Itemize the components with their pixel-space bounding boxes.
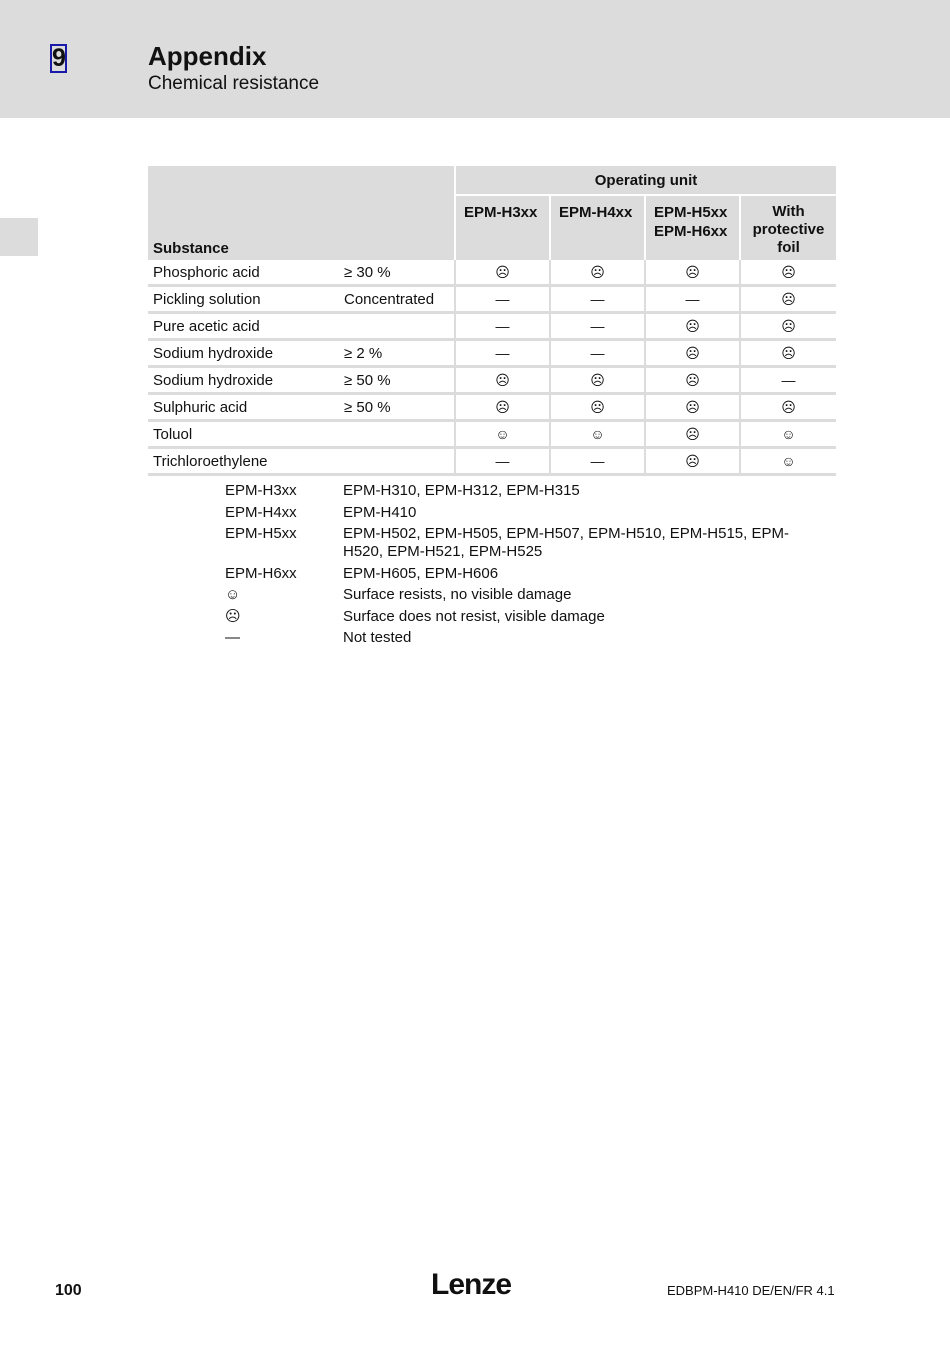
concentration-cell: ≥ 2 % [344, 341, 456, 368]
resistance-cell: ☹ [456, 395, 551, 422]
legend-key: EPM-H3xx [225, 482, 297, 499]
legend-value: EPM-H605, EPM-H606 [343, 564, 499, 582]
legend-key: EPM-H6xx [225, 564, 297, 582]
resistance-cell: — [551, 287, 646, 314]
legend-item [225, 504, 823, 522]
legend-key: — [225, 629, 240, 646]
resistance-cell: ☹ [646, 341, 741, 368]
legend-value: EPM-H410 [343, 503, 417, 521]
table-row [148, 341, 836, 368]
chapter-side-tab [0, 218, 38, 256]
table-row [148, 395, 836, 422]
legend-key: EPM-H4xx [225, 503, 297, 521]
substance-cell: Pickling solution [148, 287, 344, 314]
column-header: EPM-H3xx [456, 196, 551, 260]
legend-key: EPM-H5xx [225, 525, 297, 542]
concentration-cell: ≥ 50 % [344, 368, 456, 395]
resistance-cell: ☹ [741, 260, 836, 287]
legend-item [225, 586, 823, 604]
concentration-cell [344, 422, 456, 449]
substance-cell: Sodium hydroxide [148, 341, 344, 368]
resistance-cell: — [741, 368, 836, 395]
concentration-cell [344, 449, 456, 476]
substance-cell: Phosphoric acid [148, 260, 344, 287]
substance-cell: Toluol [148, 422, 344, 449]
resistance-cell: ☹ [646, 449, 741, 476]
resistance-cell: ☹ [551, 368, 646, 395]
chapter-number: 9 [52, 44, 66, 72]
header-band [0, 0, 950, 118]
page-title: Appendix [148, 41, 267, 71]
legend-value: EPM-H310, EPM-H312, EPM-H315 [343, 482, 580, 499]
concentration-cell [344, 314, 456, 341]
legend-value: EPM-H502, EPM-H505, EPM-H507, EPM-H510, EPM-H515, EPM-H520, EPM-H521, EPM-H525 [343, 525, 789, 560]
resistance-cell: — [456, 449, 551, 476]
concentration-cell: ≥ 30 % [344, 260, 456, 287]
substance-cell: Sulphuric acid [148, 395, 344, 422]
legend-item [225, 525, 823, 561]
page-subtitle: Chemical resistance [148, 73, 320, 94]
resistance-cell: ☹ [551, 395, 646, 422]
legend-item [225, 629, 823, 647]
table-row [148, 260, 836, 287]
legend-key: ☺ [225, 586, 241, 603]
resistance-cell: ☹ [551, 260, 646, 287]
resistance-cell: ☹ [646, 260, 741, 287]
legend-value: Surface does not resist, visible damage [343, 607, 605, 625]
resistance-cell: ☺ [741, 422, 836, 449]
legend-key: ☹ [225, 607, 241, 625]
legend-item [225, 482, 823, 500]
resistance-cell: — [551, 314, 646, 341]
legend-value: Surface resists, no visible damage [343, 586, 572, 603]
column-header: With protective foil [741, 196, 836, 260]
resistance-cell: ☹ [646, 314, 741, 341]
lenze-logo: Lenze [431, 1268, 512, 1301]
resistance-cell: ☹ [646, 368, 741, 395]
legend [225, 482, 823, 651]
resistance-cell: ☺ [741, 449, 836, 476]
table-row [148, 314, 836, 341]
resistance-cell: ☹ [646, 422, 741, 449]
concentration-cell: ≥ 50 % [344, 395, 456, 422]
table-row [148, 368, 836, 395]
resistance-cell: ☹ [646, 395, 741, 422]
legend-value: Not tested [343, 629, 412, 646]
substance-cell: Trichloroethylene [148, 449, 344, 476]
chemical-resistance-table [148, 166, 836, 476]
resistance-cell: — [456, 341, 551, 368]
page-number: 100 [55, 1282, 82, 1299]
resistance-cell: ☺ [551, 422, 646, 449]
operating-unit-header: Operating unit [456, 166, 836, 196]
table-row [148, 449, 836, 476]
resistance-cell: — [551, 341, 646, 368]
substance-cell: Sodium hydroxide [148, 368, 344, 395]
resistance-cell: ☺ [456, 422, 551, 449]
table-row [148, 287, 836, 314]
resistance-cell: — [456, 287, 551, 314]
resistance-cell: — [551, 449, 646, 476]
resistance-cell: ☹ [456, 368, 551, 395]
resistance-cell: ☹ [741, 314, 836, 341]
column-header: EPM-H5xx EPM-H6xx [646, 196, 741, 260]
resistance-cell: ☹ [741, 287, 836, 314]
resistance-cell: ☹ [456, 260, 551, 287]
column-header: EPM-H4xx [551, 196, 646, 260]
concentration-cell: Concentrated [344, 287, 456, 314]
substance-header: Substance [148, 166, 456, 260]
substance-cell: Pure acetic acid [148, 314, 344, 341]
resistance-cell: ☹ [741, 341, 836, 368]
document-code: EDBPM-H410 DE/EN/FR 4.1 [667, 1283, 835, 1298]
table-row [148, 422, 836, 449]
legend-item [225, 565, 823, 583]
resistance-cell: ☹ [741, 395, 836, 422]
legend-item [225, 608, 823, 626]
resistance-cell: — [646, 287, 741, 314]
resistance-cell: — [456, 314, 551, 341]
